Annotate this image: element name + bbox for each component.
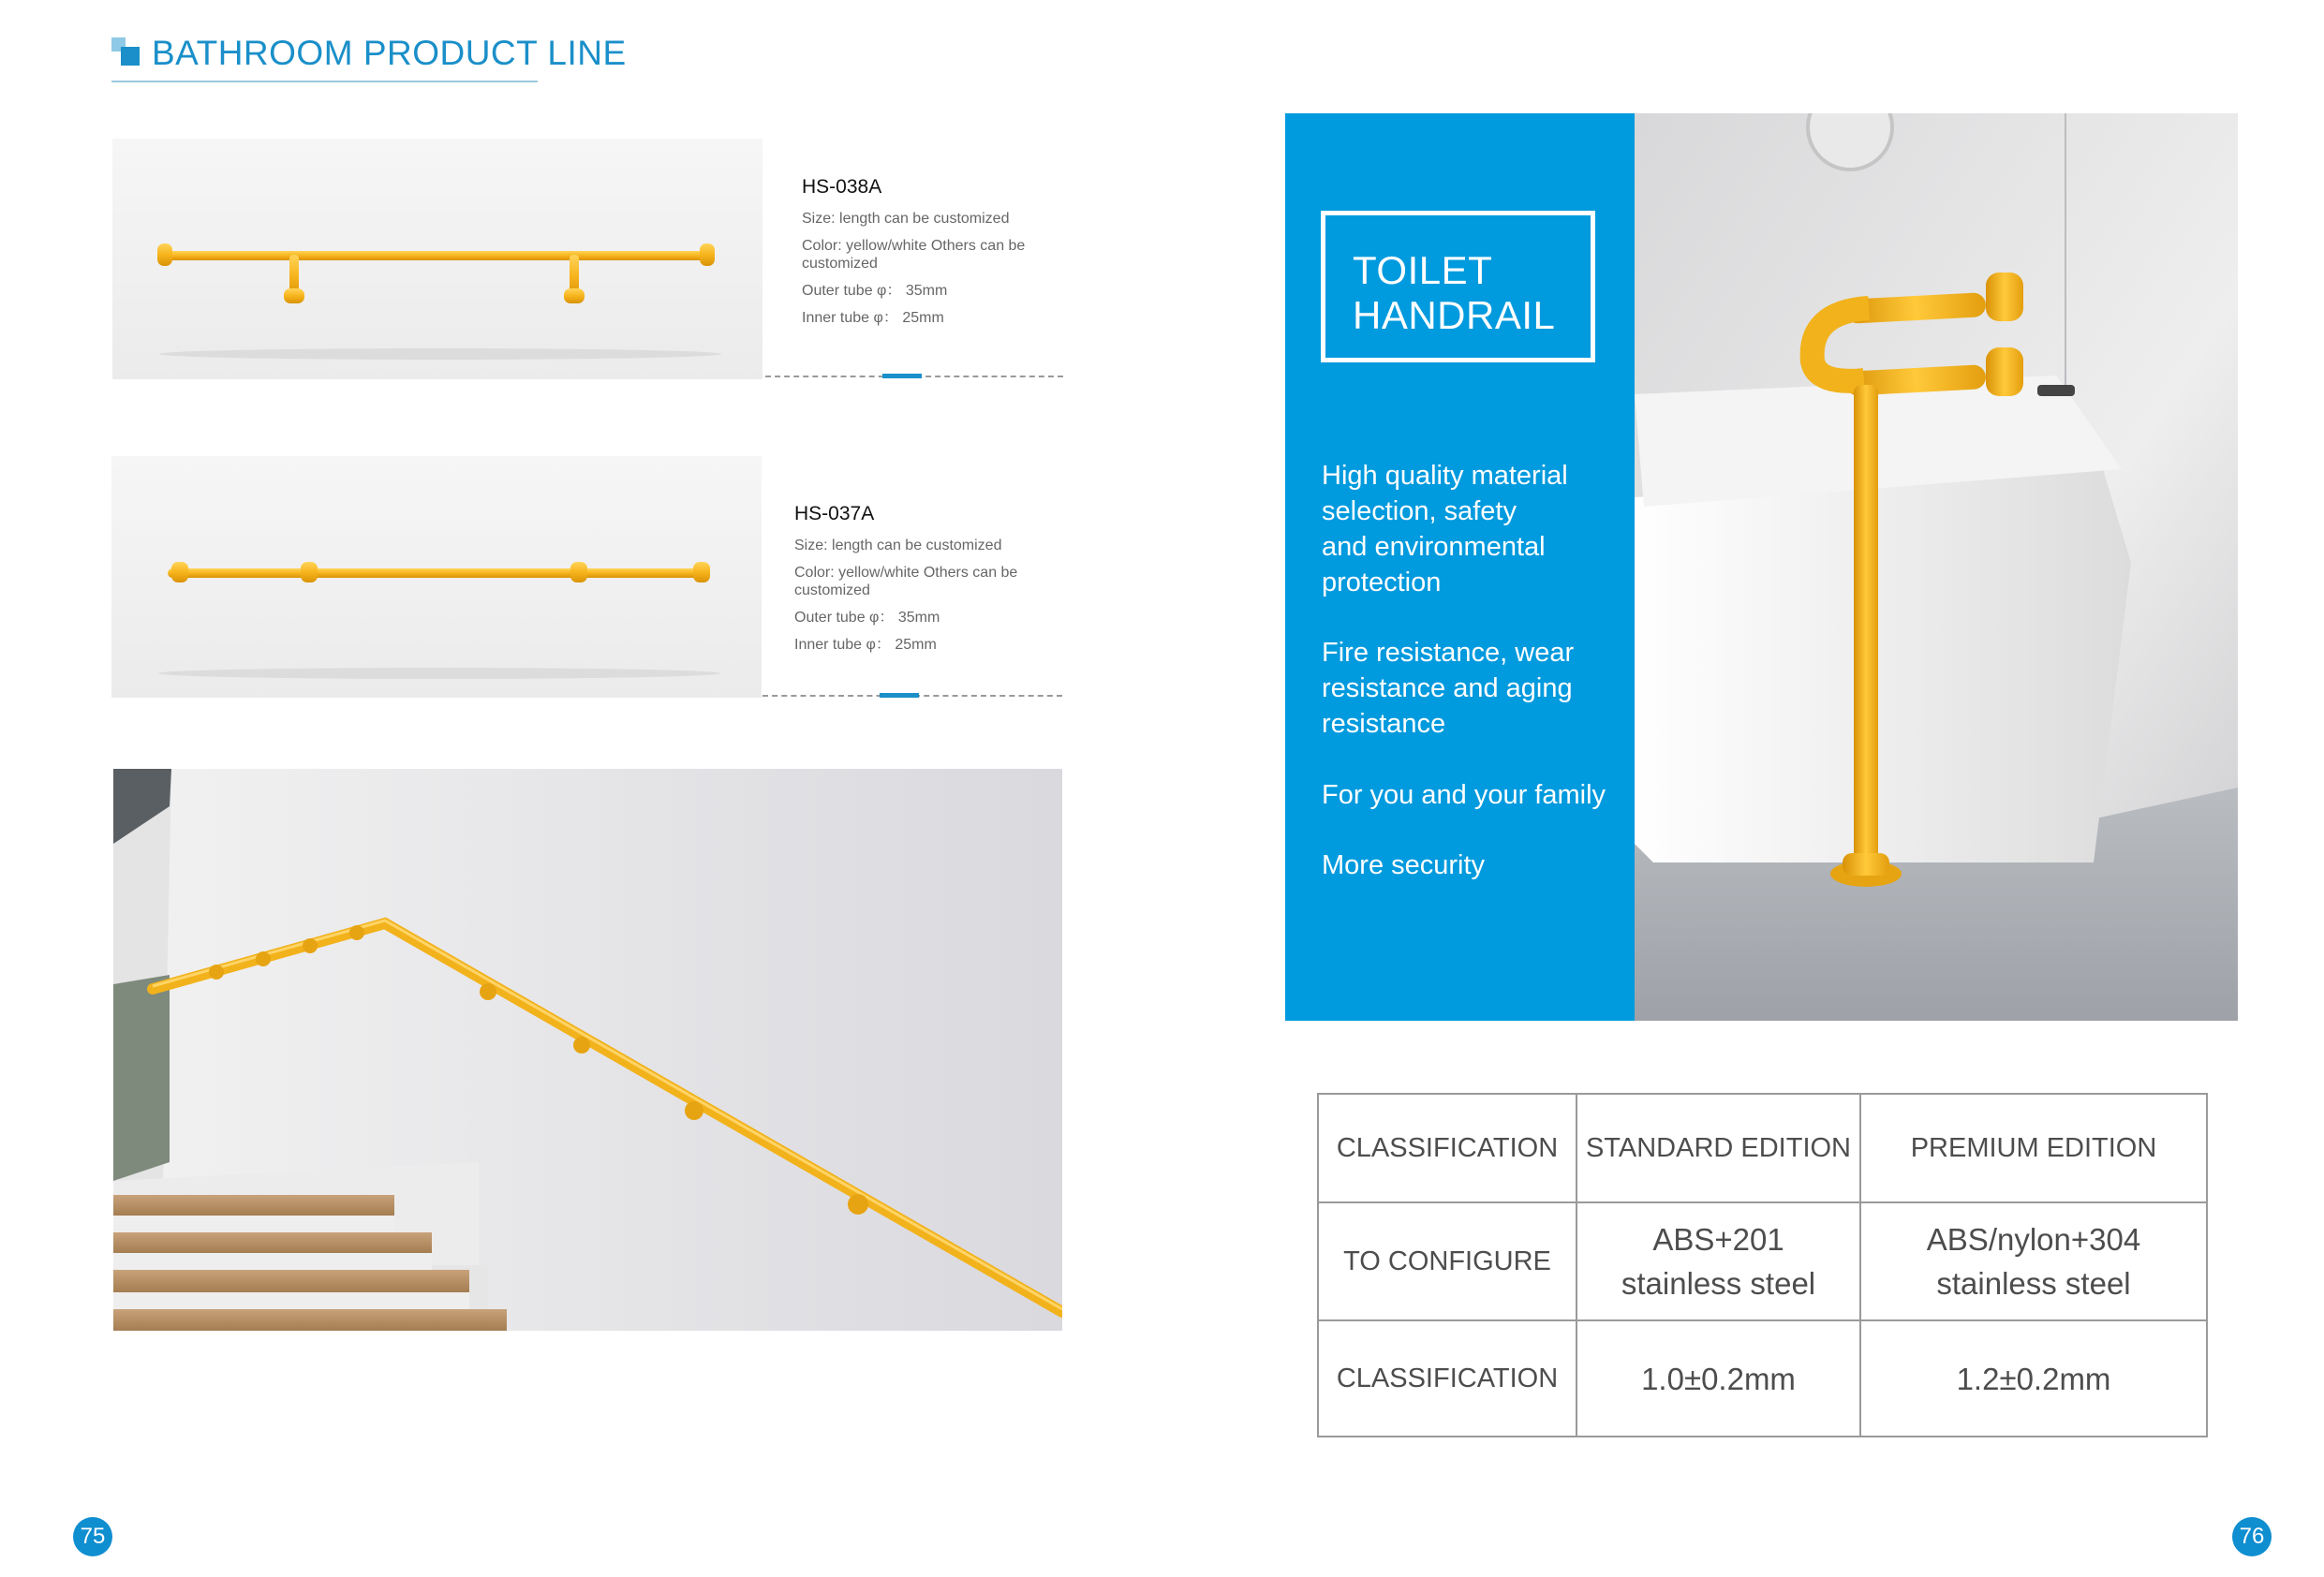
table-header-cell: PREMIUM EDITION (1860, 1094, 2207, 1202)
spec-table (1317, 1093, 2208, 1437)
cell-line: ABS/nylon+304 (1926, 1222, 2141, 1257)
product-spec-hs-038a (802, 176, 1073, 327)
product-color-cont: customized (802, 256, 878, 272)
table-cell (1576, 1202, 1860, 1320)
toilet-handrail-photo (1635, 113, 2238, 1021)
cell-line: ABS+201 (1652, 1222, 1784, 1257)
feature-family (1322, 777, 1606, 813)
panel-title-line2: HANDRAIL (1353, 293, 1556, 337)
product-size: Size: length can be customized (802, 211, 1010, 227)
product-model: HS-037A (794, 503, 875, 524)
feature-material (1322, 458, 1568, 600)
table-cell: 1.2±0.2mm (1860, 1320, 2207, 1437)
inner-tube: Inner tube φ： 25mm (802, 310, 944, 326)
table-cell-label: CLASSIFICATION (1318, 1320, 1576, 1437)
feature-line: resistance (1322, 709, 1446, 739)
product-color: Color: yellow/white Others can be (794, 565, 1018, 581)
divider-accent (880, 693, 919, 698)
feature-resistance (1322, 635, 1574, 742)
table-cell (1860, 1202, 2207, 1320)
product-color: Color: yellow/white Others can be (802, 238, 1026, 254)
feature-line: protection (1322, 567, 1442, 597)
header-divider (111, 81, 538, 82)
feature-line: High quality material (1322, 461, 1568, 491)
panel-title (1353, 248, 1555, 338)
panel-title-line1: TOILET (1353, 248, 1493, 292)
outer-tube: Outer tube φ： 35mm (802, 283, 948, 299)
page-number-left: 75 (73, 1517, 112, 1556)
product-photo-hs-038a (112, 139, 762, 379)
feature-line: Fire resistance, wear (1322, 638, 1575, 668)
table-header-row (1318, 1094, 2207, 1202)
product-size: Size: length can be customized (794, 538, 1002, 553)
inner-tube: Inner tube φ： 25mm (794, 637, 937, 653)
table-row (1318, 1320, 2207, 1437)
table-header-cell: STANDARD EDITION (1576, 1094, 1860, 1202)
table-cell-label: TO CONFIGURE (1318, 1202, 1576, 1320)
product-photo-hs-037a (111, 456, 762, 698)
cell-line: stainless steel (1621, 1266, 1816, 1301)
feature-line: and environmental (1322, 532, 1546, 562)
cell-line: stainless steel (1936, 1266, 2131, 1301)
product-color-cont: customized (794, 582, 870, 598)
product-model: HS-038A (802, 176, 882, 198)
stair-handrail-photo (113, 769, 1062, 1331)
feature-line: selection, safety (1322, 496, 1517, 526)
page-number-right: 76 (2232, 1517, 2272, 1556)
table-row (1318, 1202, 2207, 1320)
page-title: BATHROOM PRODUCT LINE (152, 34, 627, 72)
logo-squares-icon (111, 37, 140, 66)
feature-line: More security (1322, 850, 1486, 880)
table-cell: 1.0±0.2mm (1576, 1320, 1860, 1437)
table-header-cell: CLASSIFICATION (1318, 1094, 1576, 1202)
feature-line: resistance and aging (1322, 673, 1573, 703)
outer-tube: Outer tube φ： 35mm (794, 610, 940, 626)
feature-line: For you and your family (1322, 780, 1606, 810)
product-spec-hs-037a (794, 503, 1066, 654)
divider-accent (882, 374, 922, 378)
feature-security (1322, 847, 1485, 883)
